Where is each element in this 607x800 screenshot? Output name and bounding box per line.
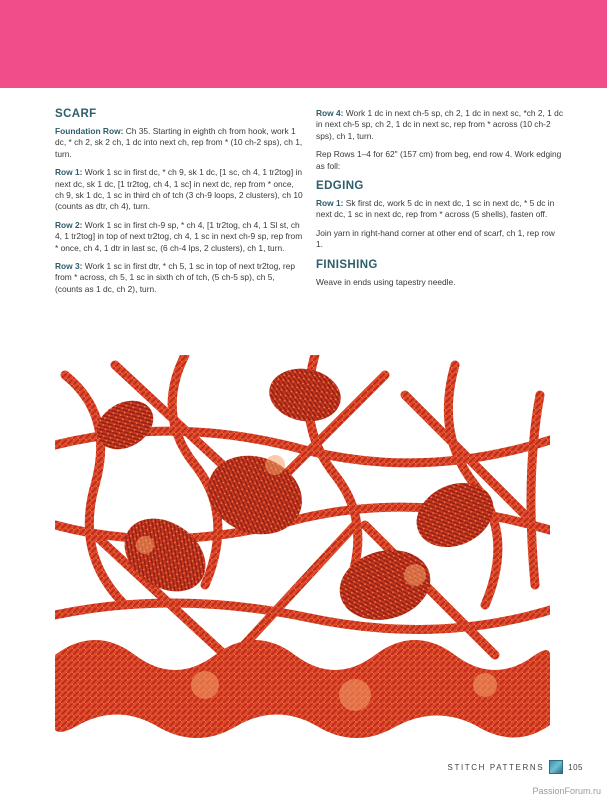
header-color-band <box>0 0 607 88</box>
edging-heading: EDGING <box>316 180 364 193</box>
repeat-paragraph: Rep Rows 1–4 for 62" (157 cm) from beg, end row 4. Work edging as foll: <box>316 149 562 171</box>
edging-row1-paragraph: Row 1: Sk first dc, work 5 dc in next dc, 1 sc in next dc, * 5 dc in next dc, 1 sc in next dc, rep from * across (5 shells), fasten off. <box>316 198 555 220</box>
row3-paragraph: Row 3: Work 1 sc in first dtr, * ch 5, 1 sc in top of next tr2tog, rep from * across, ch 5, 1 sc in sixth ch of tch, (5 ch-5 sp), ch 5, (counts as 1 dc, ch 2), turn. <box>55 261 296 294</box>
row2-paragraph: Row 2: Work 1 sc in first ch-9 sp, * ch 4, [1 tr2tog, ch 4, 1 Sl st, ch 4, 1 tr2tog] in top of next tr2tog, ch 4, 1 sc in next ch-9 sp, rep from * once, ch 4, 1 dtr in last sc, (6 ch-4 lps, 2 clusters), ch 1, turn. <box>55 219 303 253</box>
join-paragraph: Join yarn in right-hand corner at other end of scarf, ch 1, rep row 1. <box>316 227 555 250</box>
crochet-lace-photo <box>55 355 550 750</box>
section-badge-icon <box>549 760 563 774</box>
finishing-paragraph: Weave in ends using tapestry needle. <box>316 276 456 287</box>
footer-section-label: STITCH PATTERNS <box>447 762 545 772</box>
watermark: PassionForum.ru <box>532 786 601 796</box>
finishing-heading: FINISHING <box>316 258 378 271</box>
scarf-heading: SCARF <box>55 108 97 120</box>
page-footer <box>448 760 583 774</box>
right-text-column <box>316 108 564 295</box>
crochet-lace-illustration <box>55 355 550 750</box>
foundation-row-paragraph: Foundation Row: Ch 35. Starting in eighth ch from hook, work 1 dc, * ch 2, sk 2 ch, 1 dc into next ch, rep from * (10 ch-2 sps), ch 1, turn. <box>55 126 303 159</box>
page-number: 105 <box>568 762 583 772</box>
left-text-column <box>55 108 303 302</box>
row1-paragraph: Row 1: Work 1 sc in first dc, * ch 9, sk 1 dc, [1 sc, ch 4, 1 tr2tog] in next dc, sk 1 dc, [1 tr2tog, ch 4, 1 sc] in next dc, rep from * once, ch 9, sk 1 dc, 1 sc in third ch of tch (3 ch-9 loops, 2 clusters), ch 10 (counts as dtr, ch 4), turn. <box>55 167 303 212</box>
row4-paragraph: Row 4: Work 1 dc in next ch-5 sp, ch 2, 1 dc in next sc, *ch 2, 1 dc in next ch-5 sp, ch 2, 1 dc in next sc, rep from * across (10 ch-2 sps), ch 1, turn. <box>316 108 564 141</box>
